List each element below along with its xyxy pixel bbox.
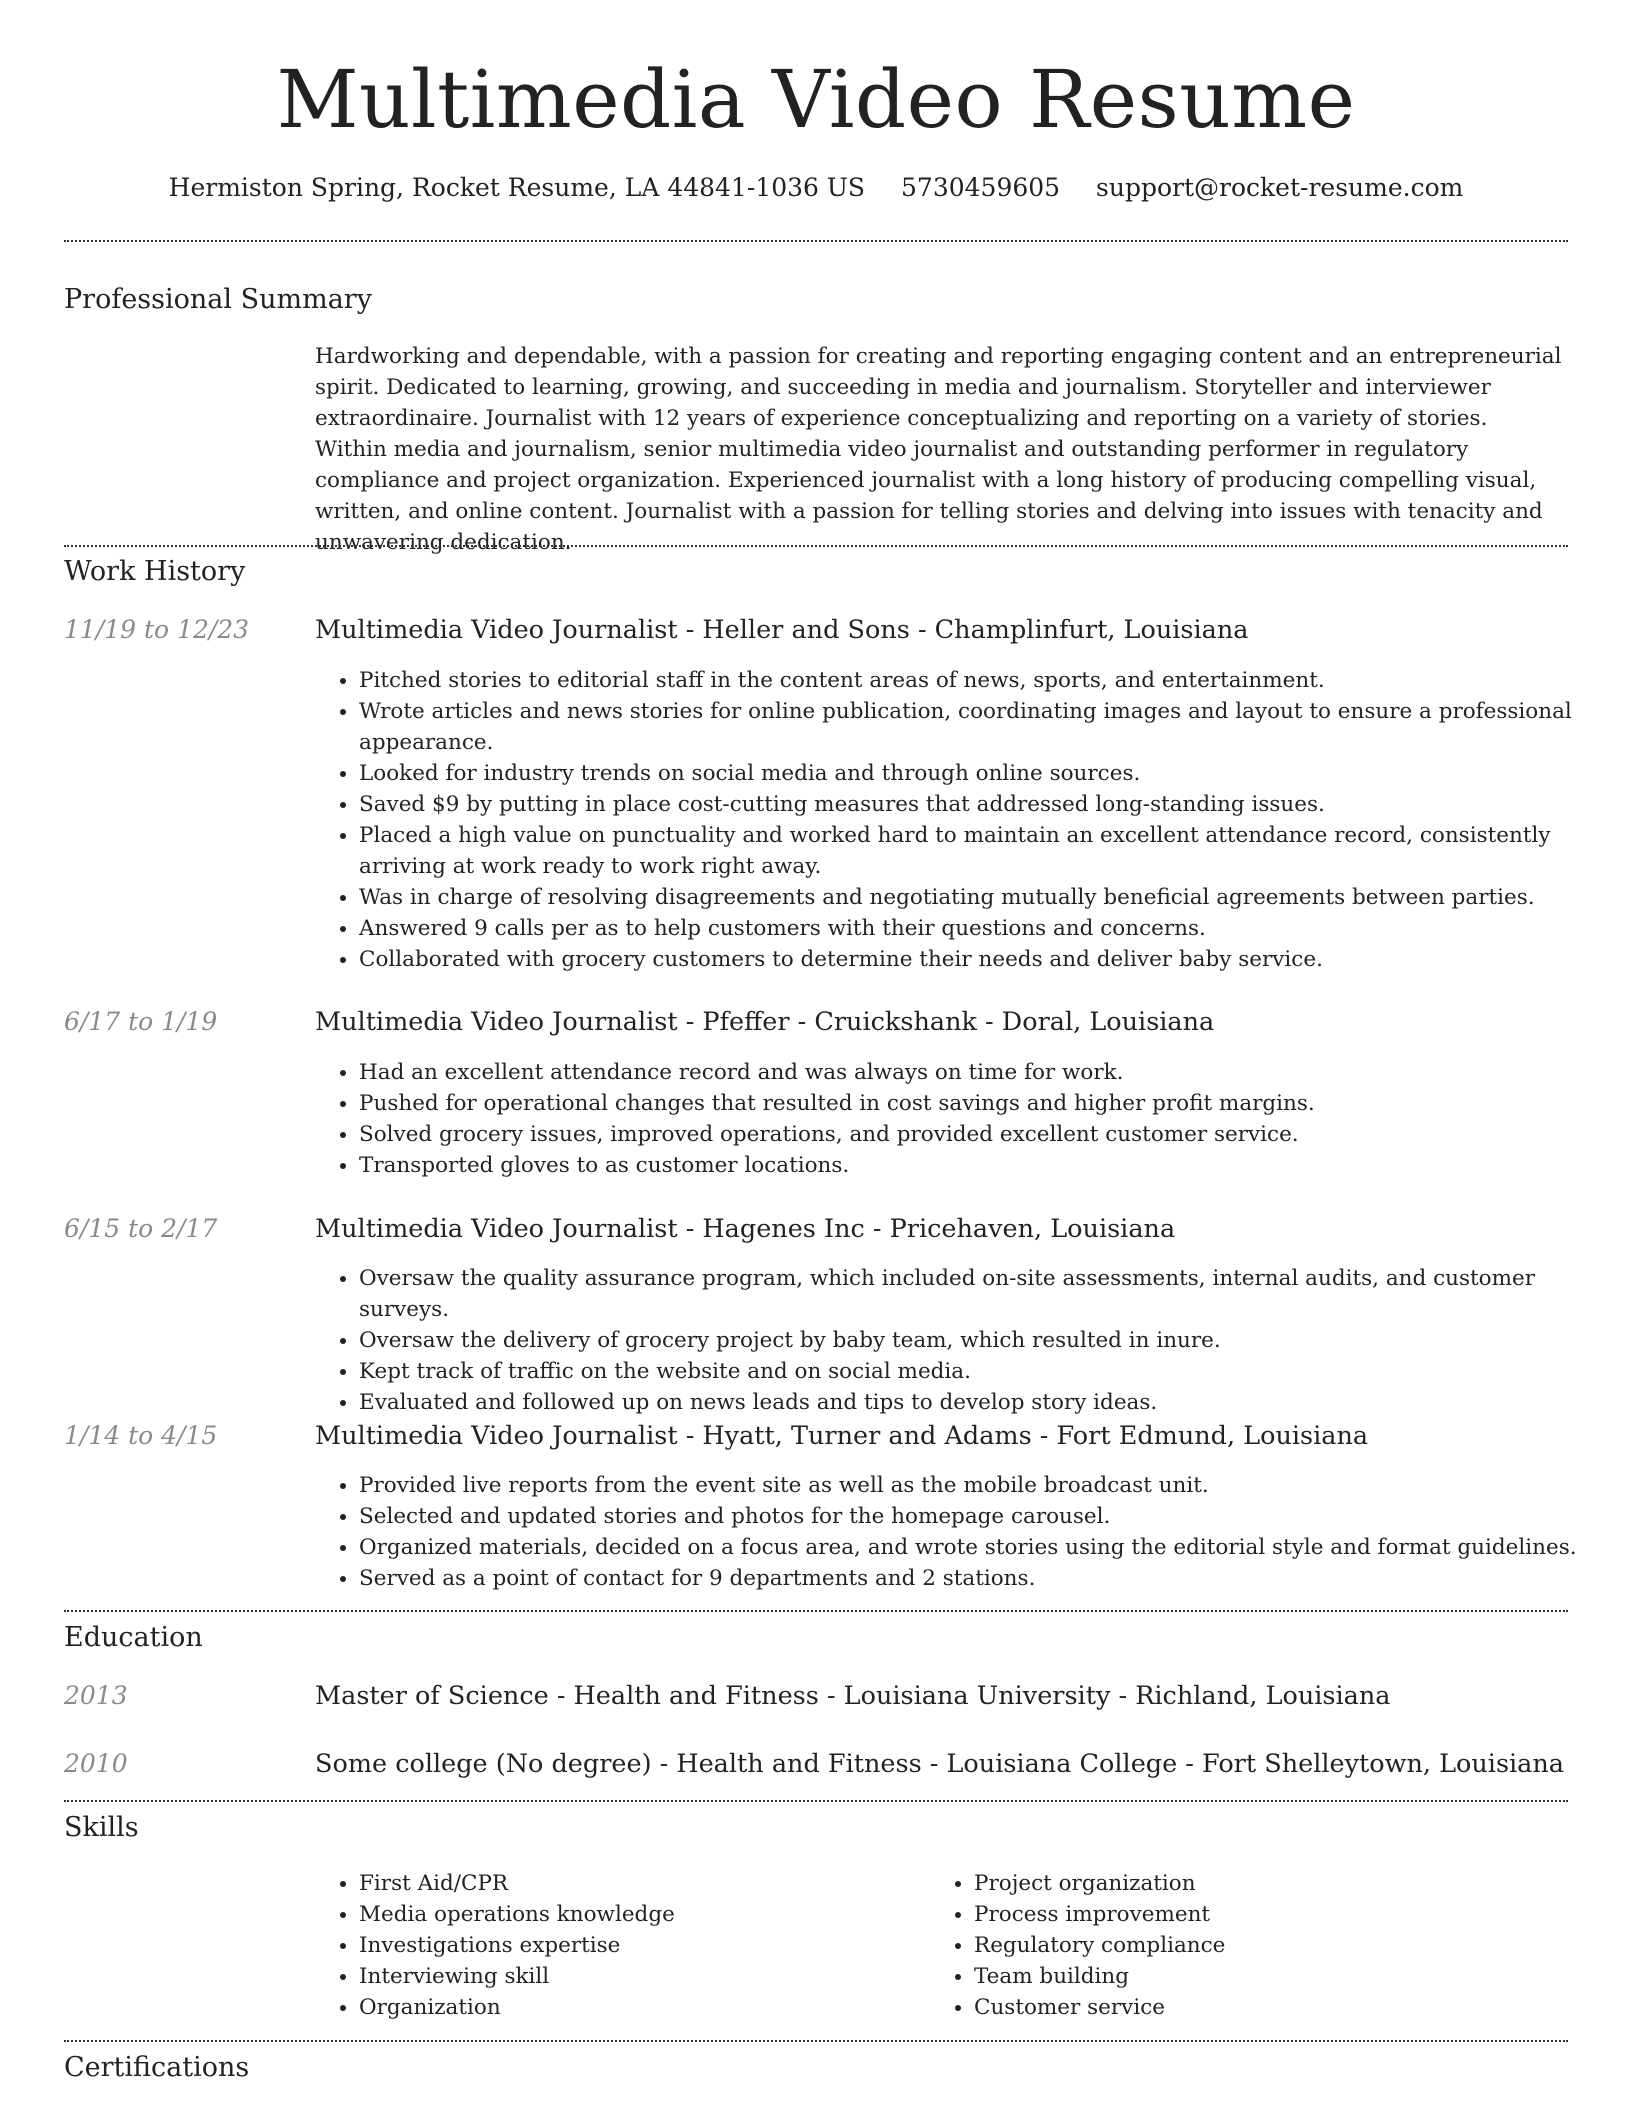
skills-list-left: [315, 1868, 919, 2023]
section-title-work-history: Work History: [64, 556, 246, 587]
education-year: 2013: [64, 1681, 128, 1710]
duty-item: • Had an excellent attendance record and was always on time for work.: [359, 1057, 1599, 1088]
skill-item: • Interviewing skill: [359, 1961, 919, 1992]
job-dates: 1/14 to 4/15: [64, 1421, 218, 1450]
duty-item: • Collaborated with grocery customers to determine their needs and deliver baby service.: [359, 944, 1599, 975]
skill-item: • Regulatory compliance: [974, 1930, 1574, 1961]
duty-item: • Placed a high value on punctuality and worked hard to maintain an excellent attendance record, consistently arriving at work ready to work right away.: [359, 820, 1599, 882]
section-title-summary: Professional Summary: [64, 284, 372, 315]
job-dates: 6/15 to 2/17: [64, 1214, 218, 1243]
skill-item: • Investigations expertise: [359, 1930, 919, 1961]
summary-text: Hardworking and dependable, with a passion for creating and reporting engaging content and an entrepreneurial spirit. Dedicated to learning, growing, and succeeding in media and journalism. Storyteller and interviewer extraordinaire. Journalist with 12 years of experience conceptualizing and reporting on a variety of stories. Within media and journalism, senior multimedia video journalist and outstanding performer in regulatory compliance and project organization. Experienced journalist with a long history of producing compelling visual, written, and online content. Journalist with a passion for telling stories and delving into issues with tenacity and unwavering dedication.: [315, 344, 1562, 555]
job-duties: [315, 1470, 1599, 1594]
duty-item: • Transported gloves to as customer locations.: [359, 1150, 1599, 1181]
education-degree: Master of Science - Health and Fitness - Louisiana University - Richland, Louisiana: [315, 1681, 1391, 1711]
skill-item: • Organization: [359, 1992, 919, 2023]
duty-item: • Solved grocery issues, improved operations, and provided excellent customer service.: [359, 1119, 1599, 1150]
duty-item: • Evaluated and followed up on news leads and tips to develop story ideas.: [359, 1387, 1599, 1418]
skill-item: • Project organization: [974, 1868, 1574, 1899]
skill-item: • Media operations knowledge: [359, 1899, 919, 1930]
duty-item: • Oversaw the quality assurance program, which included on-site assessments, internal audits, and customer surveys.: [359, 1263, 1599, 1325]
job-title: Multimedia Video Journalist - Pfeffer - Cruickshank - Doral, Louisiana: [315, 1007, 1215, 1037]
email: support@rocket-resume.com: [1096, 173, 1464, 202]
duty-item: • Pushed for operational changes that resulted in cost savings and higher profit margins.: [359, 1088, 1599, 1119]
duty-item: • Provided live reports from the event site as well as the mobile broadcast unit.: [359, 1470, 1599, 1501]
divider: [64, 240, 1568, 242]
duty-item: • Saved $9 by putting in place cost-cutting measures that addressed long-standing issues.: [359, 789, 1599, 820]
skill-item: • First Aid/CPR: [359, 1868, 919, 1899]
duty-item: • Organized materials, decided on a focus area, and wrote stories using the editorial style and format guidelines.: [359, 1532, 1599, 1563]
section-title-education: Education: [64, 1622, 203, 1653]
skills-list-right: [930, 1868, 1574, 2023]
resume-title: Multimedia Video Resume: [276, 53, 1356, 146]
section-title-certifications: Certifications: [64, 2052, 250, 2083]
duty-item: • Was in charge of resolving disagreements and negotiating mutually beneficial agreements between parties.: [359, 882, 1599, 913]
divider: [64, 545, 1568, 547]
divider: [64, 2040, 1568, 2042]
skill-item: • Customer service: [974, 1992, 1574, 2023]
phone: 5730459605: [901, 173, 1061, 202]
duty-item: • Selected and updated stories and photos for the homepage carousel.: [359, 1501, 1599, 1532]
duty-item: • Kept track of traffic on the website and on social media.: [359, 1356, 1599, 1387]
job-title: Multimedia Video Journalist - Hyatt, Turner and Adams - Fort Edmund, Louisiana: [315, 1421, 1369, 1451]
duty-item: • Looked for industry trends on social media and through online sources.: [359, 758, 1599, 789]
job-duties: [315, 1263, 1599, 1418]
duty-item: • Oversaw the delivery of grocery project by baby team, which resulted in inure.: [359, 1325, 1599, 1356]
job-title: Multimedia Video Journalist - Heller and Sons - Champlinfurt, Louisiana: [315, 615, 1249, 645]
duty-item: • Answered 9 calls per as to help customers with their questions and concerns.: [359, 913, 1599, 944]
duty-item: • Served as a point of contact for 9 departments and 2 stations.: [359, 1563, 1599, 1594]
education-degree: Some college (No degree) - Health and Fitness - Louisiana College - Fort Shelleytown, Louisiana: [315, 1749, 1565, 1779]
job-duties: [315, 665, 1599, 975]
section-title-skills: Skills: [64, 1812, 139, 1843]
duty-item: • Wrote articles and news stories for online publication, coordinating images and layout to ensure a professional appearance.: [359, 696, 1599, 758]
contact-line: [0, 170, 1632, 206]
divider: [64, 1610, 1568, 1612]
address: Hermiston Spring, Rocket Resume, LA 44841-1036 US: [168, 173, 866, 202]
skill-item: • Team building: [974, 1961, 1574, 1992]
job-dates: 11/19 to 12/23: [64, 615, 250, 644]
duty-item: • Pitched stories to editorial staff in the content areas of news, sports, and entertainment.: [359, 665, 1599, 696]
job-duties: [315, 1057, 1599, 1181]
job-dates: 6/17 to 1/19: [64, 1007, 218, 1036]
divider: [64, 1800, 1568, 1802]
skill-item: • Process improvement: [974, 1899, 1574, 1930]
education-year: 2010: [64, 1749, 128, 1778]
job-title: Multimedia Video Journalist - Hagenes Inc - Pricehaven, Louisiana: [315, 1214, 1176, 1244]
